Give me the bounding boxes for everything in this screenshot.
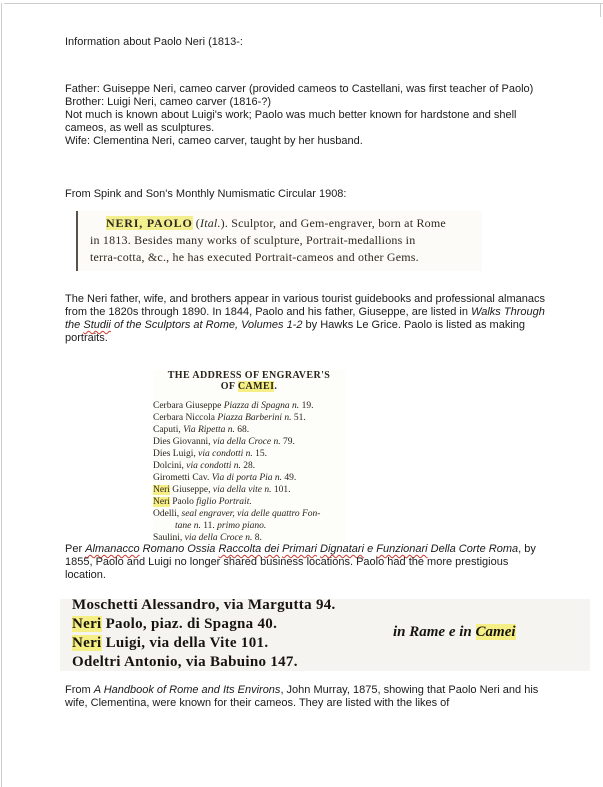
family-line-luigi-note: Not much is known about Luigi's work; Paolo was much better known for hardstone and shell cameos, as well as sculptures.	[65, 109, 517, 134]
murray-clipping-image	[60, 599, 590, 671]
highlighted-neri: Neri	[72, 616, 102, 632]
highlighted-neri-paolo: NERI, PAOLO	[106, 216, 193, 230]
spellcheck-word: Studii	[83, 319, 111, 331]
text-segment: OF	[220, 381, 238, 392]
address-entry-neri-giuseppe	[153, 484, 345, 496]
entry-street: seal engraver, via delle quattro Fon-	[181, 509, 321, 519]
address-entries	[153, 400, 345, 544]
murray-line-neri-paolo	[72, 615, 336, 634]
text-segment: Luigi, via della Vite 101.	[101, 635, 269, 651]
address-header-line1: THE ADDRESS OF ENGRAVER'S	[167, 370, 331, 381]
spink-clipping-image	[76, 211, 482, 271]
spink-clip-line2: in 1813. Besides many works of sculpture, Portrait-medallions in	[90, 233, 416, 247]
entry-name: Cerbara Niccola	[153, 413, 218, 423]
address-entry	[153, 448, 345, 460]
entry-street: Via di porta Pia n.	[211, 473, 283, 483]
entry-street: tane n.	[175, 521, 201, 531]
address-entry	[153, 400, 345, 412]
entry-name: Dies Luigi,	[153, 449, 199, 459]
text-segment: , John Murray, 1875, showing that Paolo Neri and his wife, Clementina, were known for their cameos. They are listed with the likes of	[65, 684, 539, 709]
text-segment: in Rame e in	[393, 624, 476, 640]
entry-street: Piazza di Spagna n.	[223, 401, 300, 411]
highlighted-neri: Neri	[153, 485, 170, 495]
text-segment: .	[274, 381, 278, 392]
highlighted-camei: Camei	[475, 624, 516, 640]
entry-number: 28.	[240, 461, 256, 471]
murray-line-neri-luigi	[72, 634, 336, 653]
address-entry	[153, 460, 345, 472]
spellcheck-word: Primari	[282, 543, 317, 555]
entry-street: figlio Portrait.	[196, 497, 252, 507]
entry-number: 51.	[291, 413, 306, 423]
text-segment: From	[65, 684, 94, 696]
book-title-segment: A Handbook of Rome and Its Environs	[93, 684, 281, 696]
text-segment: (	[192, 216, 200, 230]
spellcheck-word: Raccolta	[218, 543, 262, 555]
family-line-brother: Brother: Luigi Neri, cameo carver (1816-?)	[65, 96, 272, 108]
entry-name: Odelli,	[153, 509, 182, 519]
entry-name: Paolo	[169, 497, 197, 507]
spellcheck-word: Almanacco	[85, 543, 140, 555]
almanacco-paragraph	[65, 543, 552, 582]
family-line-wife: Wife: Clementina Neri, cameo carver, taught by her husband.	[65, 135, 363, 147]
entry-street: Piazza Barberini n.	[217, 413, 292, 423]
book-title-segment: of the Sculptors at Rome, Volumes 1-2	[110, 319, 303, 331]
entry-number: 8.	[252, 533, 262, 543]
highlighted-neri: Neri	[72, 635, 102, 651]
book-title-segment: Walks Through the	[65, 306, 545, 331]
entry-street: primo piano.	[217, 521, 267, 531]
title: Information about Paolo Neri (1813-:	[65, 36, 243, 48]
entry-street: Via Ripetta n.	[183, 425, 235, 435]
entry-street: via della vite n.	[212, 485, 272, 495]
book-title-segment: Romano Ossia	[139, 543, 219, 555]
entry-name: Saulini,	[153, 533, 185, 543]
address-entry-neri-paolo	[153, 496, 345, 508]
text-segment: The Neri father, wife, and brothers appear in various tourist guidebooks and professional almanacs from the 1820s through 1890. In 1844, Paolo and his father, Giuseppe, are listed in	[65, 293, 545, 318]
spellcheck-word: Funzionari	[376, 543, 428, 555]
highlighted-neri: Neri	[153, 497, 170, 507]
entry-number: 15.	[252, 449, 267, 459]
entry-street: via della Croce n.	[184, 533, 253, 543]
page-edge-left	[1, 3, 2, 787]
family-line-father: Father: Guiseppe Neri, cameo carver (provided cameos to Castellani, was first teacher of Paolo)	[65, 83, 534, 95]
spellcheck-word: dei	[264, 543, 280, 555]
address-header-line2	[153, 381, 345, 392]
text-segment: Paolo, piaz. di Spagna 40.	[101, 616, 278, 632]
text-segment: by Hawks Le Grice. Paolo is listed as making portraits.	[65, 319, 526, 344]
page-edge-top	[4, 3, 603, 4]
address-entry	[153, 472, 345, 484]
entry-number: 49.	[282, 473, 297, 483]
entry-name: Girometti Cav.	[153, 473, 212, 483]
text-segment: Ital.	[200, 216, 221, 230]
entry-number: 101.	[271, 485, 291, 495]
entry-street: via condotti n.	[198, 449, 253, 459]
address-entry	[153, 508, 345, 520]
entry-name: Giuseppe,	[169, 485, 213, 495]
guidebook-paragraph	[65, 293, 552, 345]
entry-street: via condotti n.	[186, 461, 241, 471]
address-entry	[153, 436, 345, 448]
murray-line-moschetti: Moschetti Alessandro, via Margutta 94.	[72, 599, 336, 613]
page-edge-right	[600, 3, 601, 17]
entry-name: Dolcini,	[153, 461, 187, 471]
murray-right-fragment	[393, 624, 516, 641]
spink-clip-line3: terra-cotta, &c., he has executed Portrait-cameos and other Gems.	[90, 250, 419, 264]
book-title-segment: e	[364, 543, 377, 555]
entry-number: 79.	[280, 437, 295, 447]
entry-name: Caputi,	[153, 425, 184, 435]
spink-clip-line1	[90, 215, 482, 232]
text-segment: Per	[65, 543, 86, 555]
entry-name: Dies Giovanni,	[153, 437, 213, 447]
entry-number: 11.	[200, 521, 218, 531]
book-title-segment: Della Corte Roma	[427, 543, 519, 555]
entry-name: Cerbara Giuseppe	[153, 401, 224, 411]
address-entry-wrap	[153, 520, 345, 532]
murray-line-odeltri-clipped: Odeltri Antonio, via Babuino 147.	[72, 654, 298, 670]
spellcheck-word: Dignatari	[320, 543, 365, 555]
address-entry	[153, 412, 345, 424]
address-list-clipping-image	[153, 370, 345, 544]
murray-left-column	[72, 599, 336, 671]
text-segment: , by 1855, Paolo and Luigi no longer shared business locations. Paolo had the more prestigious location.	[65, 543, 536, 581]
spink-heading: From Spink and Son's Monthly Numismatic Circular 1908:	[65, 188, 347, 200]
entry-number: 68.	[234, 425, 250, 435]
handbook-paragraph	[65, 684, 552, 710]
entry-street: via della Croce n.	[212, 437, 281, 447]
entry-number: 19.	[299, 401, 314, 411]
text-segment: ). Sculptor, and Gem-engraver, born at Rome	[220, 216, 446, 230]
family-paragraph	[65, 83, 552, 148]
highlighted-camei: CAMEI	[237, 381, 275, 392]
address-entry	[153, 424, 345, 436]
